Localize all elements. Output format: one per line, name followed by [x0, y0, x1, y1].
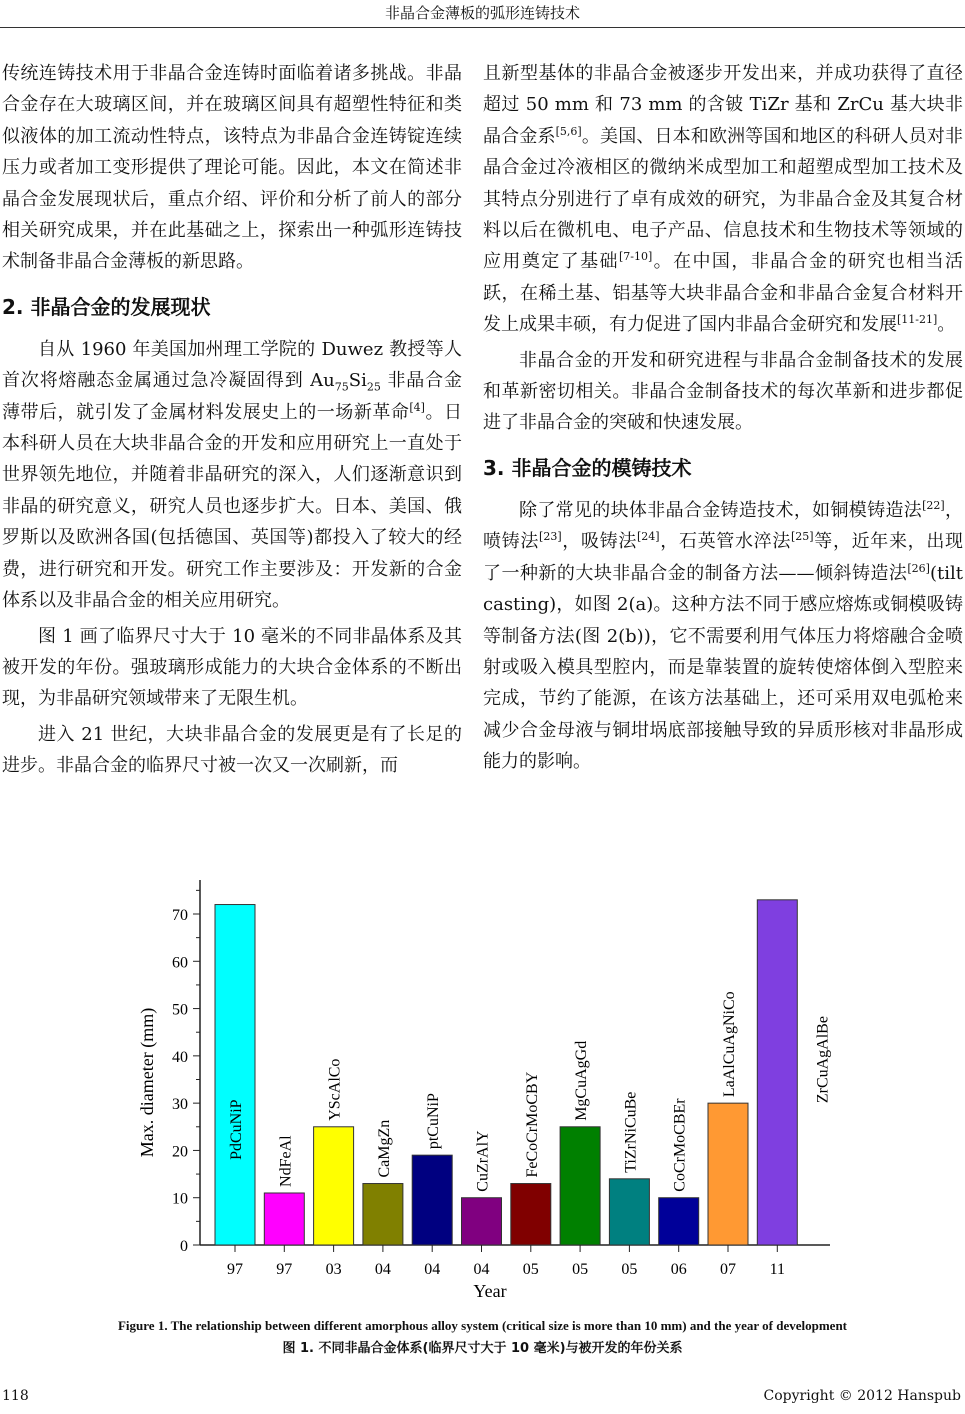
x-tick-label: 97 [227, 1261, 243, 1278]
text-run: 自从 1960 年美国加州理工学院的 Duwez 教授等人首次将熔融态金属通过急冷凝固得到 Au [2, 338, 462, 392]
bar [708, 1103, 748, 1245]
bar-label: ptCuNiP [425, 1093, 443, 1150]
page-number: 118 [2, 1388, 29, 1404]
y-tick-label: 50 [172, 1001, 188, 1019]
subscript: 75 [334, 380, 349, 394]
left-column [2, 58, 462, 782]
bar-label: CoCrMoCBEr [671, 1098, 689, 1192]
figure-caption-zh: 图 1. 不同非晶合金体系(临界尺寸大于 10 毫米)与被开发的年份关系 [282, 1341, 683, 1356]
x-tick-label: 06 [670, 1261, 687, 1278]
bar [659, 1198, 699, 1245]
bar [363, 1184, 403, 1245]
y-tick-label: 10 [172, 1190, 188, 1208]
citation: [24] [637, 530, 660, 544]
paragraph [483, 345, 963, 439]
citation: [25] [791, 530, 814, 544]
x-tick-label: 04 [374, 1261, 391, 1278]
bar [560, 1127, 600, 1245]
text-run: ，喷铸法 [483, 499, 964, 553]
text-run: 除了常见的块体非晶合金铸造技术，如铜模铸造法 [519, 499, 923, 521]
section-heading: 2. 非晶合金的发展现状 [2, 294, 211, 319]
x-tick-label: 04 [473, 1261, 490, 1278]
text-run: ，吸铸法 [561, 531, 638, 553]
text-run: 非晶合金的开发和研究进程与非晶合金制备技术的发展和革新密切相关。非晶合金制备技术的每次革新和进步都促进了非晶合金的突破和快速发展。 [483, 349, 963, 434]
bar [609, 1179, 649, 1245]
text-run: 进入 21 世纪，大块非晶合金的发展更是有了长足的进步。非晶合金的临界尺寸被一次又一次刷新，而 [2, 723, 462, 777]
text-run: 。日本科研人员在大块非晶合金的开发和应用研究上一直处于世界领先地位，并随着非晶研究的深入，人们逐渐意识到非晶的研究意义，研究人员也逐步扩大。日本、美国、俄罗斯以及欧洲各国(包括德国、英国等)都投入了较大的经费，进行研究和开发。研究工作主要涉及：开发新的合金体系以及非晶合金的相关应用研究。 [2, 401, 463, 612]
x-axis-title: Year [473, 1281, 507, 1301]
citation: [7-10] [618, 250, 653, 264]
x-tick-label: 03 [325, 1261, 342, 1278]
paragraph [2, 621, 462, 715]
bar-label: PdCuNiP [228, 1099, 245, 1160]
figure-caption-en: Figure 1. The relationship between different amorphous alloy system (critical size is more than 10 mm) and the year of development [117, 1318, 848, 1333]
bar [412, 1155, 452, 1245]
section-heading: 3. 非晶合金的模铸技术 [483, 455, 692, 480]
bar-label: TiZrNiCuBe [622, 1091, 640, 1173]
y-axis-title: Max. diameter (mm) [137, 1007, 157, 1158]
x-tick-label: 11 [769, 1261, 786, 1278]
paragraph [2, 334, 462, 617]
x-tick-label: 04 [424, 1261, 441, 1278]
bar [511, 1184, 551, 1245]
text-run: 且新型基体的非晶合金被逐步开发出来，并成功获得了直径超过 50 mm 和 73 mm 的含铍 TiZr 基和 ZrCu 基大块非晶合金系 [483, 63, 963, 147]
y-tick-label: 60 [172, 954, 188, 972]
y-tick-label: 40 [172, 1048, 188, 1066]
y-tick-label: 20 [172, 1143, 188, 1161]
text-run: Si [348, 370, 367, 392]
y-tick-label: 0 [180, 1238, 188, 1255]
x-tick-label: 05 [522, 1261, 539, 1278]
text-run: 等，近年来，出现了一种新的大块非晶合金的制备方法——倾斜铸造法 [483, 531, 964, 584]
citation: [4] [409, 400, 425, 414]
bar [757, 900, 797, 1245]
bar-label: YScAlCo [326, 1058, 344, 1121]
y-tick-label: 30 [172, 1096, 188, 1114]
text-run: 图 1 画了临界尺寸大于 10 毫米的不同非晶体系及其被开发的年份。强玻璃形成能力的大块合金体系的不断出现，为非晶研究领域带来了无限生机。 [2, 625, 462, 710]
text-run: 。美国、日本和欧洲等国和地区的科研人员对非晶合金过冷液相区的微纳米成型加工和超塑成型加工技术及其特点分别进行了卓有成效的研究，为非晶合金及其复合材料以后在微机电、电子产品、信息技术和生物技术等领域的应用奠定了基础 [483, 125, 964, 273]
paragraph [2, 719, 462, 782]
text-run: 。 [937, 314, 956, 336]
bar-label: CuZrAlY [474, 1130, 492, 1192]
copyright: Copyright © 2012 Hanspub [763, 1388, 961, 1404]
right-column [483, 58, 963, 778]
y-tick-label: 70 [172, 907, 188, 924]
x-tick-label: 97 [276, 1261, 293, 1278]
citation: [5,6] [555, 124, 582, 138]
x-tick-label: 05 [621, 1261, 638, 1278]
bar-label: NdFeAl [277, 1135, 295, 1187]
citation: [23] [539, 530, 562, 544]
text-run: ，石英管水淬法 [659, 531, 792, 553]
x-tick-label: 05 [572, 1261, 589, 1278]
paragraph [2, 58, 462, 278]
subscript: 25 [366, 380, 381, 394]
bar-label: FeCoCrMoCBY [523, 1071, 541, 1178]
text-run: 。在中国，非晶合金的研究也相当活跃，在稀土基、铝基等大块非晶合金和非晶合金复合材料开发上成果丰硕，有力促进了国内非晶合金研究和发展 [483, 251, 963, 336]
bar-label: CaMgZn [375, 1119, 393, 1178]
header-divider [0, 27, 965, 28]
citation: [11-21] [897, 313, 938, 327]
citation: [22] [922, 498, 945, 512]
bar [264, 1193, 304, 1245]
text-run: (tilt casting)，如图 2(a)。这种方法不同于感应熔炼或铜模吸铸等制备方法(图 2(b))，它不需要利用气体压力将熔融合金喷射或吸入模具型腔内，而是靠装置的旋转使熔体倒入型腔来完成，节约了能源，在该方法基础上，还可采用双电弧枪来减少合金母液与铜坩埚底部接触导致的异质形核对非晶形成能力的影响。 [483, 562, 963, 773]
x-tick-label: 07 [720, 1261, 736, 1278]
bar-label: MgCuAgGd [573, 1040, 591, 1121]
bar-label: ZrCuAgAlBe [814, 1016, 832, 1104]
text-run: 非晶合金薄带后，就引发了金属材料发展史上的一场新革命 [2, 370, 462, 423]
bar-chart [0, 860, 965, 1310]
bar [314, 1127, 354, 1245]
paragraph [483, 495, 963, 778]
bar [462, 1198, 502, 1245]
running-header: 非晶合金薄板的弧形连铸技术 [384, 4, 580, 22]
bar-label: LaAlCuAgNiCo [721, 991, 738, 1098]
paragraph [483, 58, 963, 341]
citation: [26] [907, 561, 930, 575]
text-run: 传统连铸技术用于非晶合金连铸时面临着诸多挑战。非晶合金存在大玻璃区间，并在玻璃区间具有超塑性特征和类似液体的加工流动性特点，该特点为非晶合金连铸锭连续压力或者加工变形提供了理论可能。因此，本文在简述非晶合金发展现状后，重点介绍、评价和分析了前人的部分相关研究成果，并在此基础之上，探索出一种弧形连铸技术制备非晶合金薄板的新思路。 [2, 63, 462, 273]
bar [215, 905, 255, 1245]
